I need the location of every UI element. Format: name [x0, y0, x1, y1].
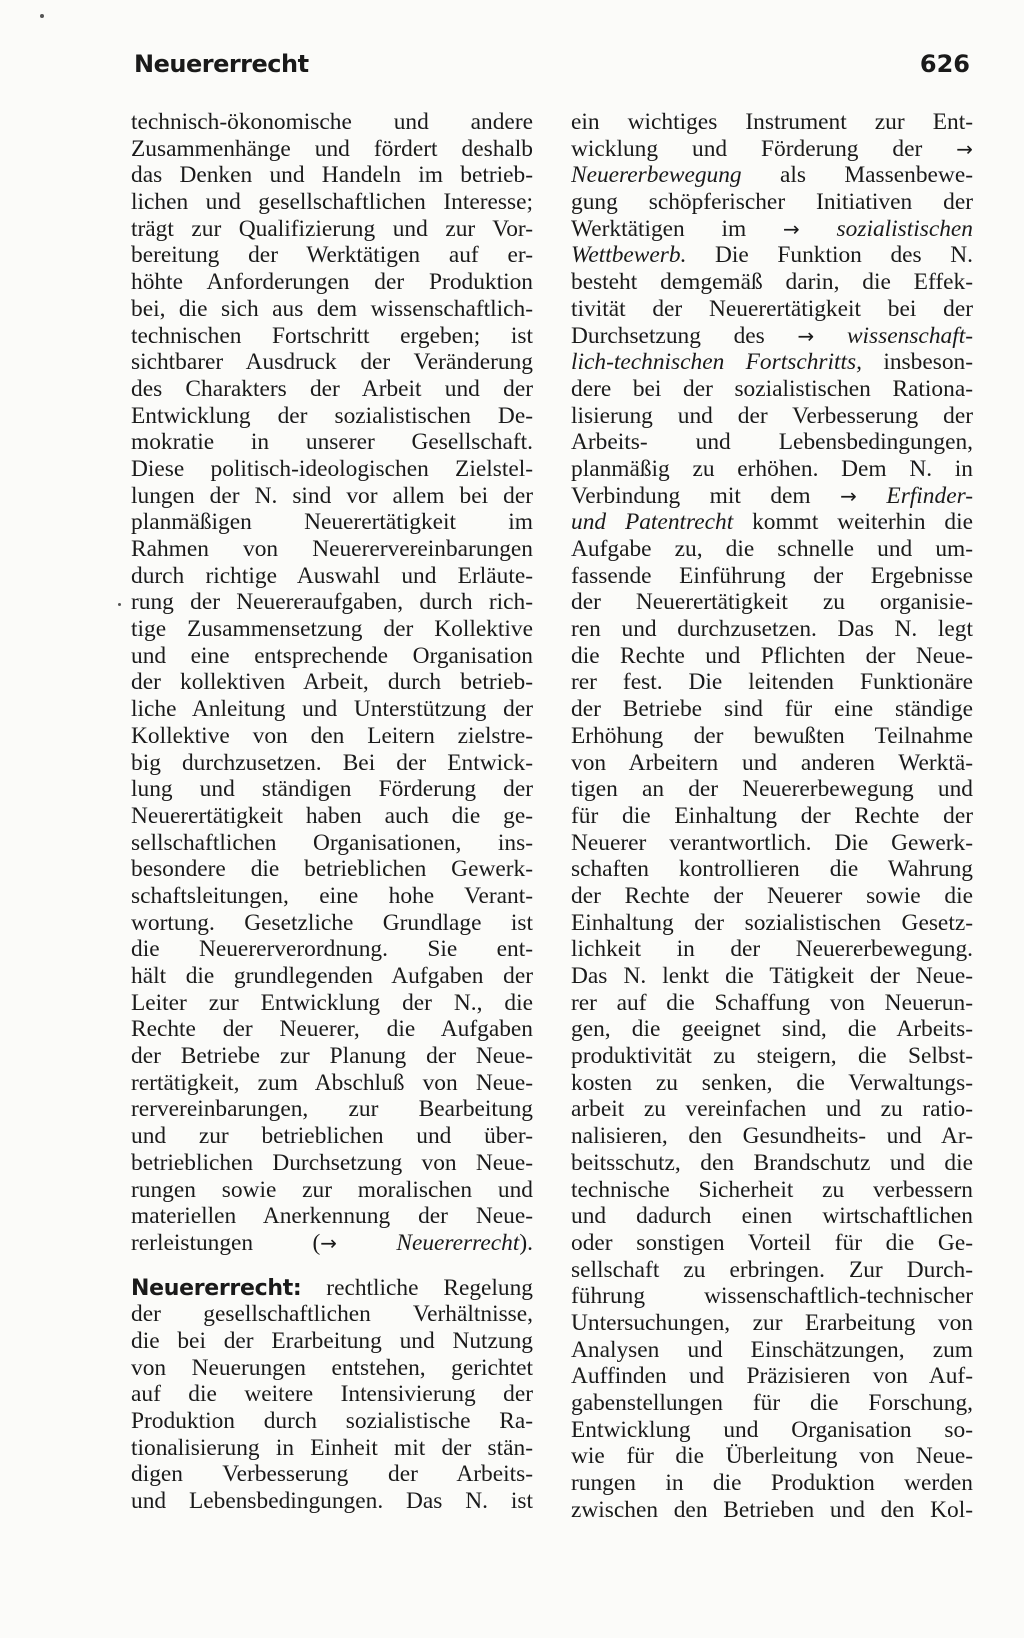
text-line: technische Sicherheit zu verbessern — [571, 1176, 973, 1203]
text-line: führung wissenschaftlich-technischer — [571, 1283, 973, 1310]
text-line: die Rechte und Pflichten der Neue- — [571, 642, 973, 669]
text-line: von Arbeitern und anderen Werktä- — [571, 749, 973, 776]
text-line: und zur betrieblichen und über- — [131, 1123, 533, 1150]
text-line: höhte Anforderungen der Produktion — [131, 269, 533, 296]
text-line: trägt zur Qualifizierung und zur Vor- — [131, 215, 533, 242]
text-line: Kollektive von den Leitern zielstre- — [131, 722, 533, 749]
text-line: lich-technischen Fortschritts, insbeson- — [571, 349, 973, 376]
text-line: bei, die sich aus dem wissenschaftlich- — [131, 295, 533, 322]
text-line: wie für die Überleitung von Neue- — [571, 1443, 973, 1470]
text-line: lichkeit in der Neuererbewegung. — [571, 936, 973, 963]
text-line: Produktion durch sozialistische Ra- — [131, 1408, 533, 1434]
text-line: Erhöhung der bewußten Teilnahme — [571, 722, 973, 749]
text-line: ein wichtiges Instrument zur Ent- — [571, 109, 973, 135]
text-line: Entwicklung und Organisation so- — [571, 1416, 973, 1443]
cross-reference: Neuererbewegung — [571, 162, 742, 189]
text-line: Verbindung mit dem → Erfinder- — [571, 482, 973, 509]
text-line: tionalisierung in Einheit mit der stän- — [131, 1434, 533, 1461]
text-line: der Betriebe zur Planung der Neue- — [131, 1043, 533, 1070]
text-line: Auffinden und Präzisieren von Auf- — [571, 1363, 973, 1390]
text-line: arbeit zu vereinfachen und zu ratio- — [571, 1096, 973, 1123]
left-column — [131, 109, 533, 1515]
text-line: tivität der Neuerertätigkeit bei der — [571, 295, 973, 322]
text-line: beitsschutz, den Brandschutz und die — [571, 1149, 973, 1176]
text-line: der gesellschaftlichen Verhältnisse, — [131, 1301, 533, 1328]
cross-reference-arrow-icon: → — [797, 323, 815, 348]
cross-reference: wissenschaft- — [814, 322, 973, 349]
text-line: hält die grundlegenden Aufgaben der — [131, 963, 533, 989]
text-line: nalisieren, den Gesundheits- und Ar- — [571, 1123, 973, 1150]
text-line: schaften kontrollieren die Wahrung — [571, 856, 973, 883]
text-line: besteht demgemäß darin, die Effek- — [571, 269, 973, 296]
margin-mark — [40, 14, 44, 18]
cross-reference: lich-technischen Fortschritts, — [571, 349, 862, 376]
text-line: gung schöpferischer Initiativen der — [571, 189, 973, 216]
text-line: Neuerer verantwortlich. Die Gewerk- — [571, 829, 973, 856]
text-line: schaftsleitungen, eine hohe Verant- — [131, 882, 533, 909]
text-line: wortung. Gesetzliche Grundlage ist — [131, 909, 533, 936]
text-line: fassende Einführung der Ergebnisse — [571, 562, 973, 589]
text-line: und Lebensbedingungen. Das N. ist — [131, 1488, 533, 1515]
text-line: digen Verbesserung der Arbeits- — [131, 1461, 533, 1488]
right-column — [571, 109, 973, 1523]
cross-reference: sozialistischen — [799, 215, 973, 242]
text-line: rerleistungen (→ Neuererrecht). — [131, 1229, 533, 1256]
text-line: Zusammenhänge und fördert deshalb — [131, 135, 533, 162]
dictionary-entry — [131, 1275, 533, 1515]
text-line: kosten zu senken, die Verwaltungs- — [571, 1069, 973, 1096]
text-line: rer auf die Schaffung von Neuerun- — [571, 989, 973, 1016]
text-line: rer fest. Die leitenden Funktionäre — [571, 669, 973, 696]
text-line: die bei der Erarbeitung und Nutzung — [131, 1327, 533, 1354]
text-line: oder sonstigen Vorteil für die Ge- — [571, 1229, 973, 1256]
text-line: Aufgabe zu, die schnelle und um- — [571, 536, 973, 562]
right-column-lines — [571, 269, 973, 322]
text-line: lichen und gesellschaftlichen Interesse; — [131, 189, 533, 216]
text-line: Rechte der Neuerer, die Aufgaben — [131, 1016, 533, 1043]
text-line: planmäßig zu erhöhen. Dem N. in — [571, 455, 973, 482]
entry-lines — [131, 1301, 533, 1515]
text-line: Arbeits- und Lebensbedingungen, — [571, 429, 973, 456]
text-line: wicklung und Förderung der → — [571, 135, 973, 162]
text-line: Diese politisch-ideologischen Zielstel- — [131, 455, 533, 482]
text-line: gabenstellungen für die Forschung, — [571, 1390, 973, 1416]
text-line: lungen der N. sind vor allem bei der — [131, 482, 533, 509]
text-line: sichtbarer Ausdruck der Veränderung — [131, 349, 533, 376]
text-line: planmäßigen Neuerertätigkeit im — [131, 509, 533, 536]
text-line: das Denken und Handeln im betrieb- — [131, 162, 533, 189]
text-line: der Rechte der Neuerer sowie die — [571, 882, 973, 909]
cross-reference-arrow-icon: → — [840, 483, 857, 508]
text-line: Analysen und Einschätzungen, zum — [571, 1336, 973, 1363]
text-line: der Betriebe sind für eine ständige — [571, 696, 973, 723]
text-line: rervereinbarungen, zur Bearbeitung — [131, 1096, 533, 1123]
text-line: tigen an der Neuererbewegung und — [571, 776, 973, 803]
text-line: lisierung und der Verbesserung der — [571, 402, 973, 429]
entry-first-line: Neuererrecht: rechtliche Regelung — [131, 1274, 533, 1301]
text-line: der Neuerertätigkeit zu organisie- — [571, 589, 973, 616]
left-column-lines — [131, 109, 533, 1230]
text-line: dere bei der sozialistischen Rationa- — [571, 375, 973, 402]
text-line: rertätigkeit, zum Abschluß von Neue- — [131, 1069, 533, 1096]
text-line: auf die weitere Intensivierung der — [131, 1381, 533, 1408]
text-line: Neuererbewegung als Massenbewe- — [571, 162, 973, 189]
text-line: rungen in die Produktion werden — [571, 1470, 973, 1497]
text-line: Neuerertätigkeit haben auch die ge- — [131, 802, 533, 829]
page-number: 626 — [919, 50, 970, 78]
text-line: lung und ständigen Förderung der — [131, 776, 533, 803]
text-line: Einhaltung der sozialistischen Gesetz- — [571, 909, 973, 936]
text-line: und eine entsprechende Organisation — [131, 642, 533, 669]
text-line: Durchsetzung des → wissenschaft- — [571, 322, 973, 349]
text-line: betrieblichen Durchsetzung von Neue- — [131, 1149, 533, 1176]
cross-reference: Neuererrecht — [337, 1229, 520, 1256]
cross-reference-arrow-icon: → — [783, 216, 800, 241]
text-line: des Charakters der Arbeit und der — [131, 375, 533, 402]
text-line: Leiter zur Entwicklung der N., die — [131, 989, 533, 1016]
text-line: big durchzusetzen. Bei der Entwick- — [131, 749, 533, 776]
margin-mark — [118, 603, 121, 606]
text-line: technischen Fortschritt ergeben; ist — [131, 322, 533, 349]
text-line: zwischen den Betrieben und den Kol- — [571, 1496, 973, 1523]
entry-headword: Neuererrecht: — [131, 1275, 302, 1301]
text-line: für die Einhaltung der Rechte der — [571, 802, 973, 829]
text-line: Entwicklung der sozialistischen De- — [131, 402, 533, 429]
text-line: bereitung der Werktätigen auf er- — [131, 242, 533, 269]
text-line: durch richtige Auswahl und Erläute- — [131, 562, 533, 589]
running-head: Neuererrecht — [134, 50, 309, 78]
text-line: rung der Neuereraufgaben, durch rich- — [131, 589, 533, 616]
text-line: produktivität zu steigern, die Selbst- — [571, 1043, 973, 1070]
text-line: die Neuererverordnung. Sie ent- — [131, 936, 533, 963]
text-line: technisch-ökonomische und andere — [131, 109, 533, 135]
text-line: und Patentrecht kommt weiterhin die — [571, 509, 973, 536]
cross-reference: und Patentrecht — [571, 509, 734, 536]
cross-reference: Erfinder- — [856, 482, 973, 509]
right-column-lines — [571, 536, 973, 1523]
right-column-lines — [571, 376, 973, 483]
text-line: besondere die betrieblichen Gewerk- — [131, 856, 533, 883]
text-line: rungen sowie zur moralischen und — [131, 1176, 533, 1203]
text-line: liche Anleitung und Unterstützung der — [131, 696, 533, 723]
text-line: tige Zusammensetzung der Kollektive — [131, 616, 533, 643]
text-line: mokratie in unserer Gesellschaft. — [131, 429, 533, 456]
text-line: der kollektiven Arbeit, durch betrieb- — [131, 669, 533, 696]
cross-reference-arrow-icon: → — [956, 136, 973, 161]
text-line: und dadurch einen wirtschaftlichen — [571, 1203, 973, 1230]
text-line: Wettbewerb. Die Funktion des N. — [571, 242, 973, 269]
text-line: ren und durchzusetzen. Das N. legt — [571, 616, 973, 643]
text-line: Untersuchungen, zur Erarbeitung von — [571, 1309, 973, 1336]
text-line: sellschaftlichen Organisationen, ins- — [131, 829, 533, 856]
text-line: von Neuerungen entstehen, gerichtet — [131, 1354, 533, 1381]
text-line: Werktätigen im → sozialistischen — [571, 215, 973, 242]
cross-reference-arrow-icon: → — [320, 1230, 338, 1255]
text-line: sellschaft zu erbringen. Zur Durch- — [571, 1256, 973, 1283]
cross-reference: Wettbewerb. — [571, 242, 687, 269]
text-line: Rahmen von Neuerervereinbarungen — [131, 536, 533, 562]
text-line: gen, die geeignet sind, die Arbeits- — [571, 1016, 973, 1043]
text-line: Das N. lenkt die Tätigkeit der Neue- — [571, 963, 973, 989]
text-line: materiellen Anerkennung der Neue- — [131, 1203, 533, 1230]
